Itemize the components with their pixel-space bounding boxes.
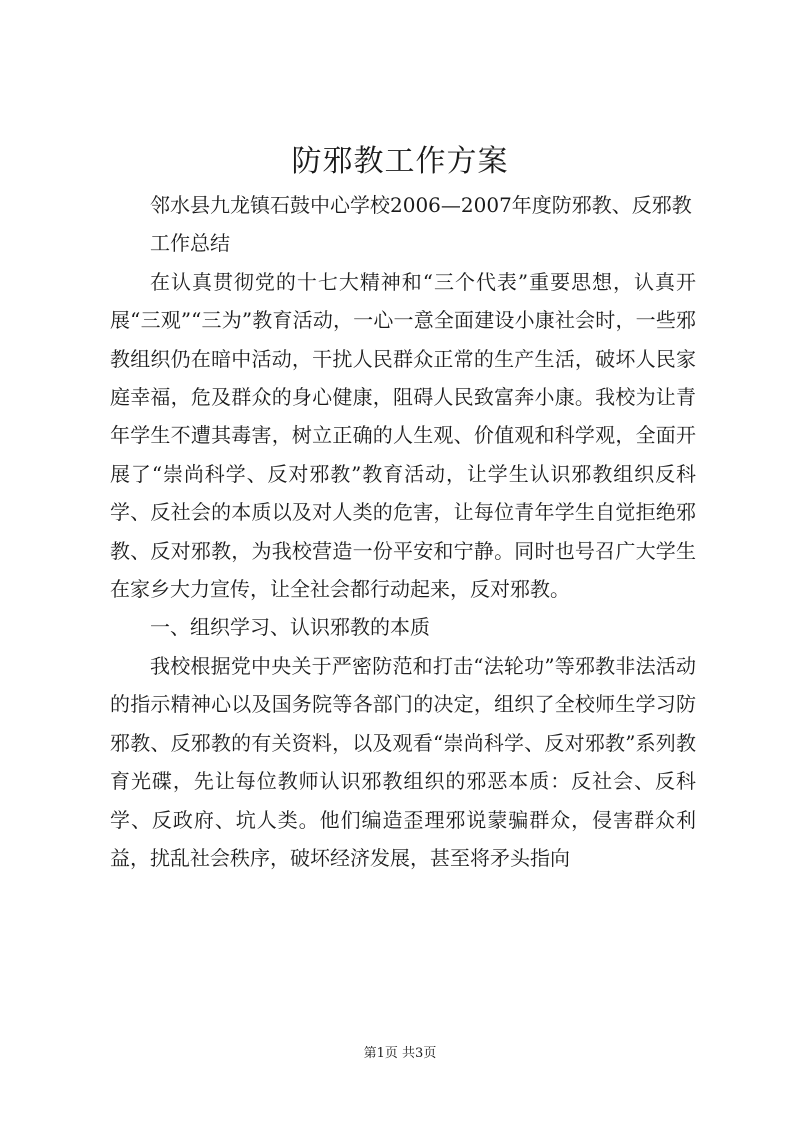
document-body (110, 186, 696, 877)
section-heading-1: 一、组织学习、认识邪教的本质 (150, 615, 430, 640)
paragraph-intro: 在认真贯彻党的十七大精神和“三个代表”重要思想，认真开展“三观”“三为”教育活动，一心一意全面建设小康社会时，一些邪教组织仍在暗中活动，干扰人民群众正常的生产生活，破坏人民家庭幸福，危及群众的身心健康，阻碍人民致富奔小康。我校为让青年学生不遭其毒害，树立正确的人生观、价值观和科学观，全面开展了“崇尚科学、反对邪教”教育活动，让学生认识邪教组织反科学、反社会的本质以及对人类的危害，让每位青年学生自觉拒绝邪教、反对邪教，为我校营造一份平安和宁静。同时也号召广大学生在家乡大力宣传，让全社会都行动起来，反对邪教。 (110, 269, 696, 602)
paragraph-subtitle: 邻水县九龙镇石鼓中心学校2006—2007年度防邪教、反邪教 (150, 193, 692, 217)
document-title: 防邪教工作方案 (291, 144, 509, 179)
page-footer: 第1页 共3页 (363, 1046, 437, 1061)
paragraph-section-1: 我校根据党中央关于严密防范和打击“法轮功”等邪教非法活动的指示精神心以及国务院等各部门的决定，组织了全校师生学习防邪教、反邪教的有关资料，以及观看“崇尚科学、反对邪教”系列教育光碟，先让每位教师认识邪教组织的邪恶本质：反社会、反科学、反政府、坑人类。他们编造歪理邪说蒙骗群众，侵害群众利益，扰乱社会秩序，破坏经济发展，甚至将矛头指向 (110, 653, 696, 870)
paragraph-subtitle-cont: 工作总结 (150, 231, 230, 256)
